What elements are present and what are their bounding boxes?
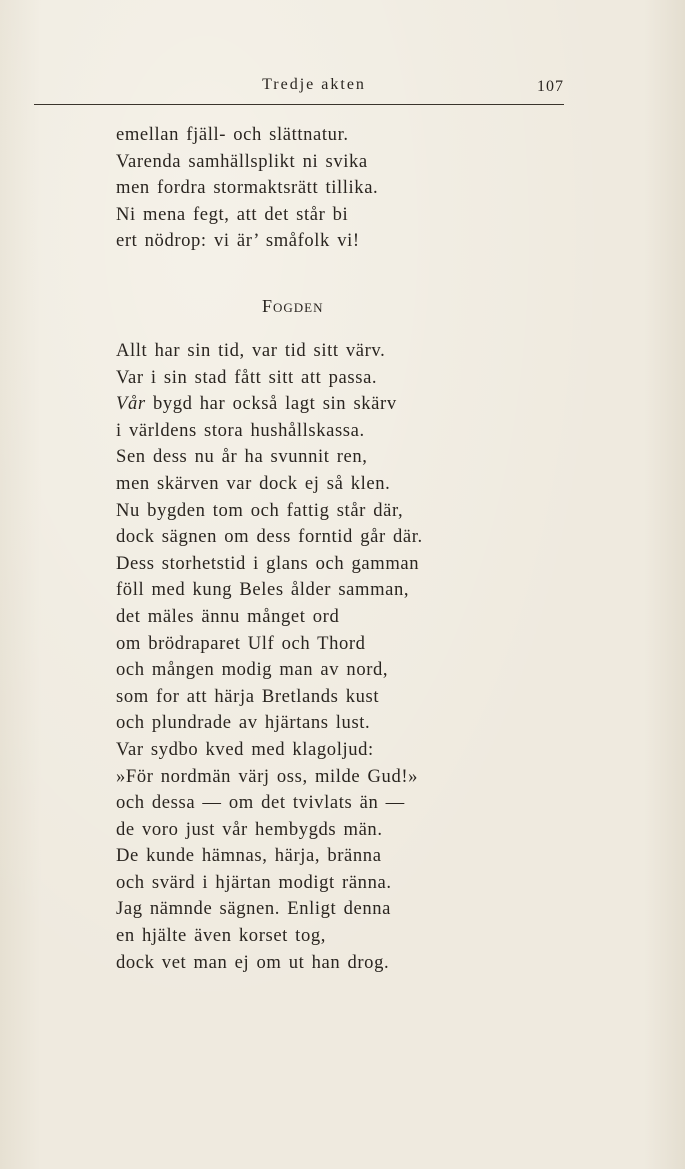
verse-line: och plundrade av hjärtans lust. bbox=[116, 712, 371, 734]
verse-line: De kunde hämnas, härja, bränna bbox=[116, 845, 382, 867]
page-header bbox=[34, 76, 564, 102]
verse-line: Allt har sin tid, var tid sitt värv. bbox=[116, 340, 386, 361]
verse-line: dock sägnen om dess forntid går där. bbox=[116, 526, 423, 548]
verse-line: ert nödrop: vi är’ småfolk vi! bbox=[116, 230, 360, 252]
verse-line: som for att härja Bretlands kust bbox=[116, 685, 380, 707]
verse-line-rest: bygd har också lagt sin skärv bbox=[145, 393, 397, 415]
verse-block-2 bbox=[116, 338, 423, 976]
verse-line: Ni mena fegt, att det står bi bbox=[116, 203, 349, 225]
verse-line: »För nordmän värj oss, milde Gud!» bbox=[116, 765, 419, 787]
verse-line: det mäles ännu månget ord bbox=[116, 605, 340, 627]
verse-line: dock vet man ej om ut han drog. bbox=[116, 951, 390, 973]
running-title: Tredje akten bbox=[262, 76, 366, 93]
verse-line: men fordra stormaktsrätt tillika. bbox=[116, 177, 379, 199]
verse-line bbox=[116, 391, 423, 418]
verse-line: och dessa — om det tvivlats än — bbox=[116, 792, 405, 814]
verse-block-1 bbox=[116, 122, 378, 255]
speaker-name: Fogden bbox=[262, 296, 324, 316]
verse-line: i världens stora hushållskassa. bbox=[116, 419, 365, 441]
verse-line: de voro just vår hembygds män. bbox=[116, 818, 383, 840]
verse-line: men skärven var dock ej så klen. bbox=[116, 472, 391, 494]
header-rule bbox=[34, 104, 564, 105]
verse-line: och mången modig man av nord, bbox=[116, 659, 389, 681]
verse-line: Sen dess nu år ha svunnit ren, bbox=[116, 446, 368, 468]
verse-line: Varenda samhällsplikt ni svika bbox=[116, 150, 368, 172]
verse-line: och svärd i hjärtan modigt ränna. bbox=[116, 871, 392, 893]
verse-line: om brödraparet Ulf och Thord bbox=[116, 632, 366, 654]
verse-line: Jag nämnde sägnen. Enligt denna bbox=[116, 898, 391, 920]
verse-line: Var i sin stad fått sitt att passa. bbox=[116, 366, 378, 388]
verse-line: föll med kung Beles ålder samman, bbox=[116, 579, 410, 601]
verse-line: emellan fjäll- och slättnatur. bbox=[116, 124, 349, 145]
verse-line: Var sydbo kved med klagoljud: bbox=[116, 738, 374, 760]
page-number: 107 bbox=[537, 78, 564, 95]
verse-line: Nu bygden tom och fattig står där, bbox=[116, 499, 404, 521]
emphasized-word: Vår bbox=[116, 393, 146, 415]
verse-line: Dess storhetstid i glans och gamman bbox=[116, 552, 420, 574]
verse-line: en hjälte även korset tog, bbox=[116, 925, 326, 947]
